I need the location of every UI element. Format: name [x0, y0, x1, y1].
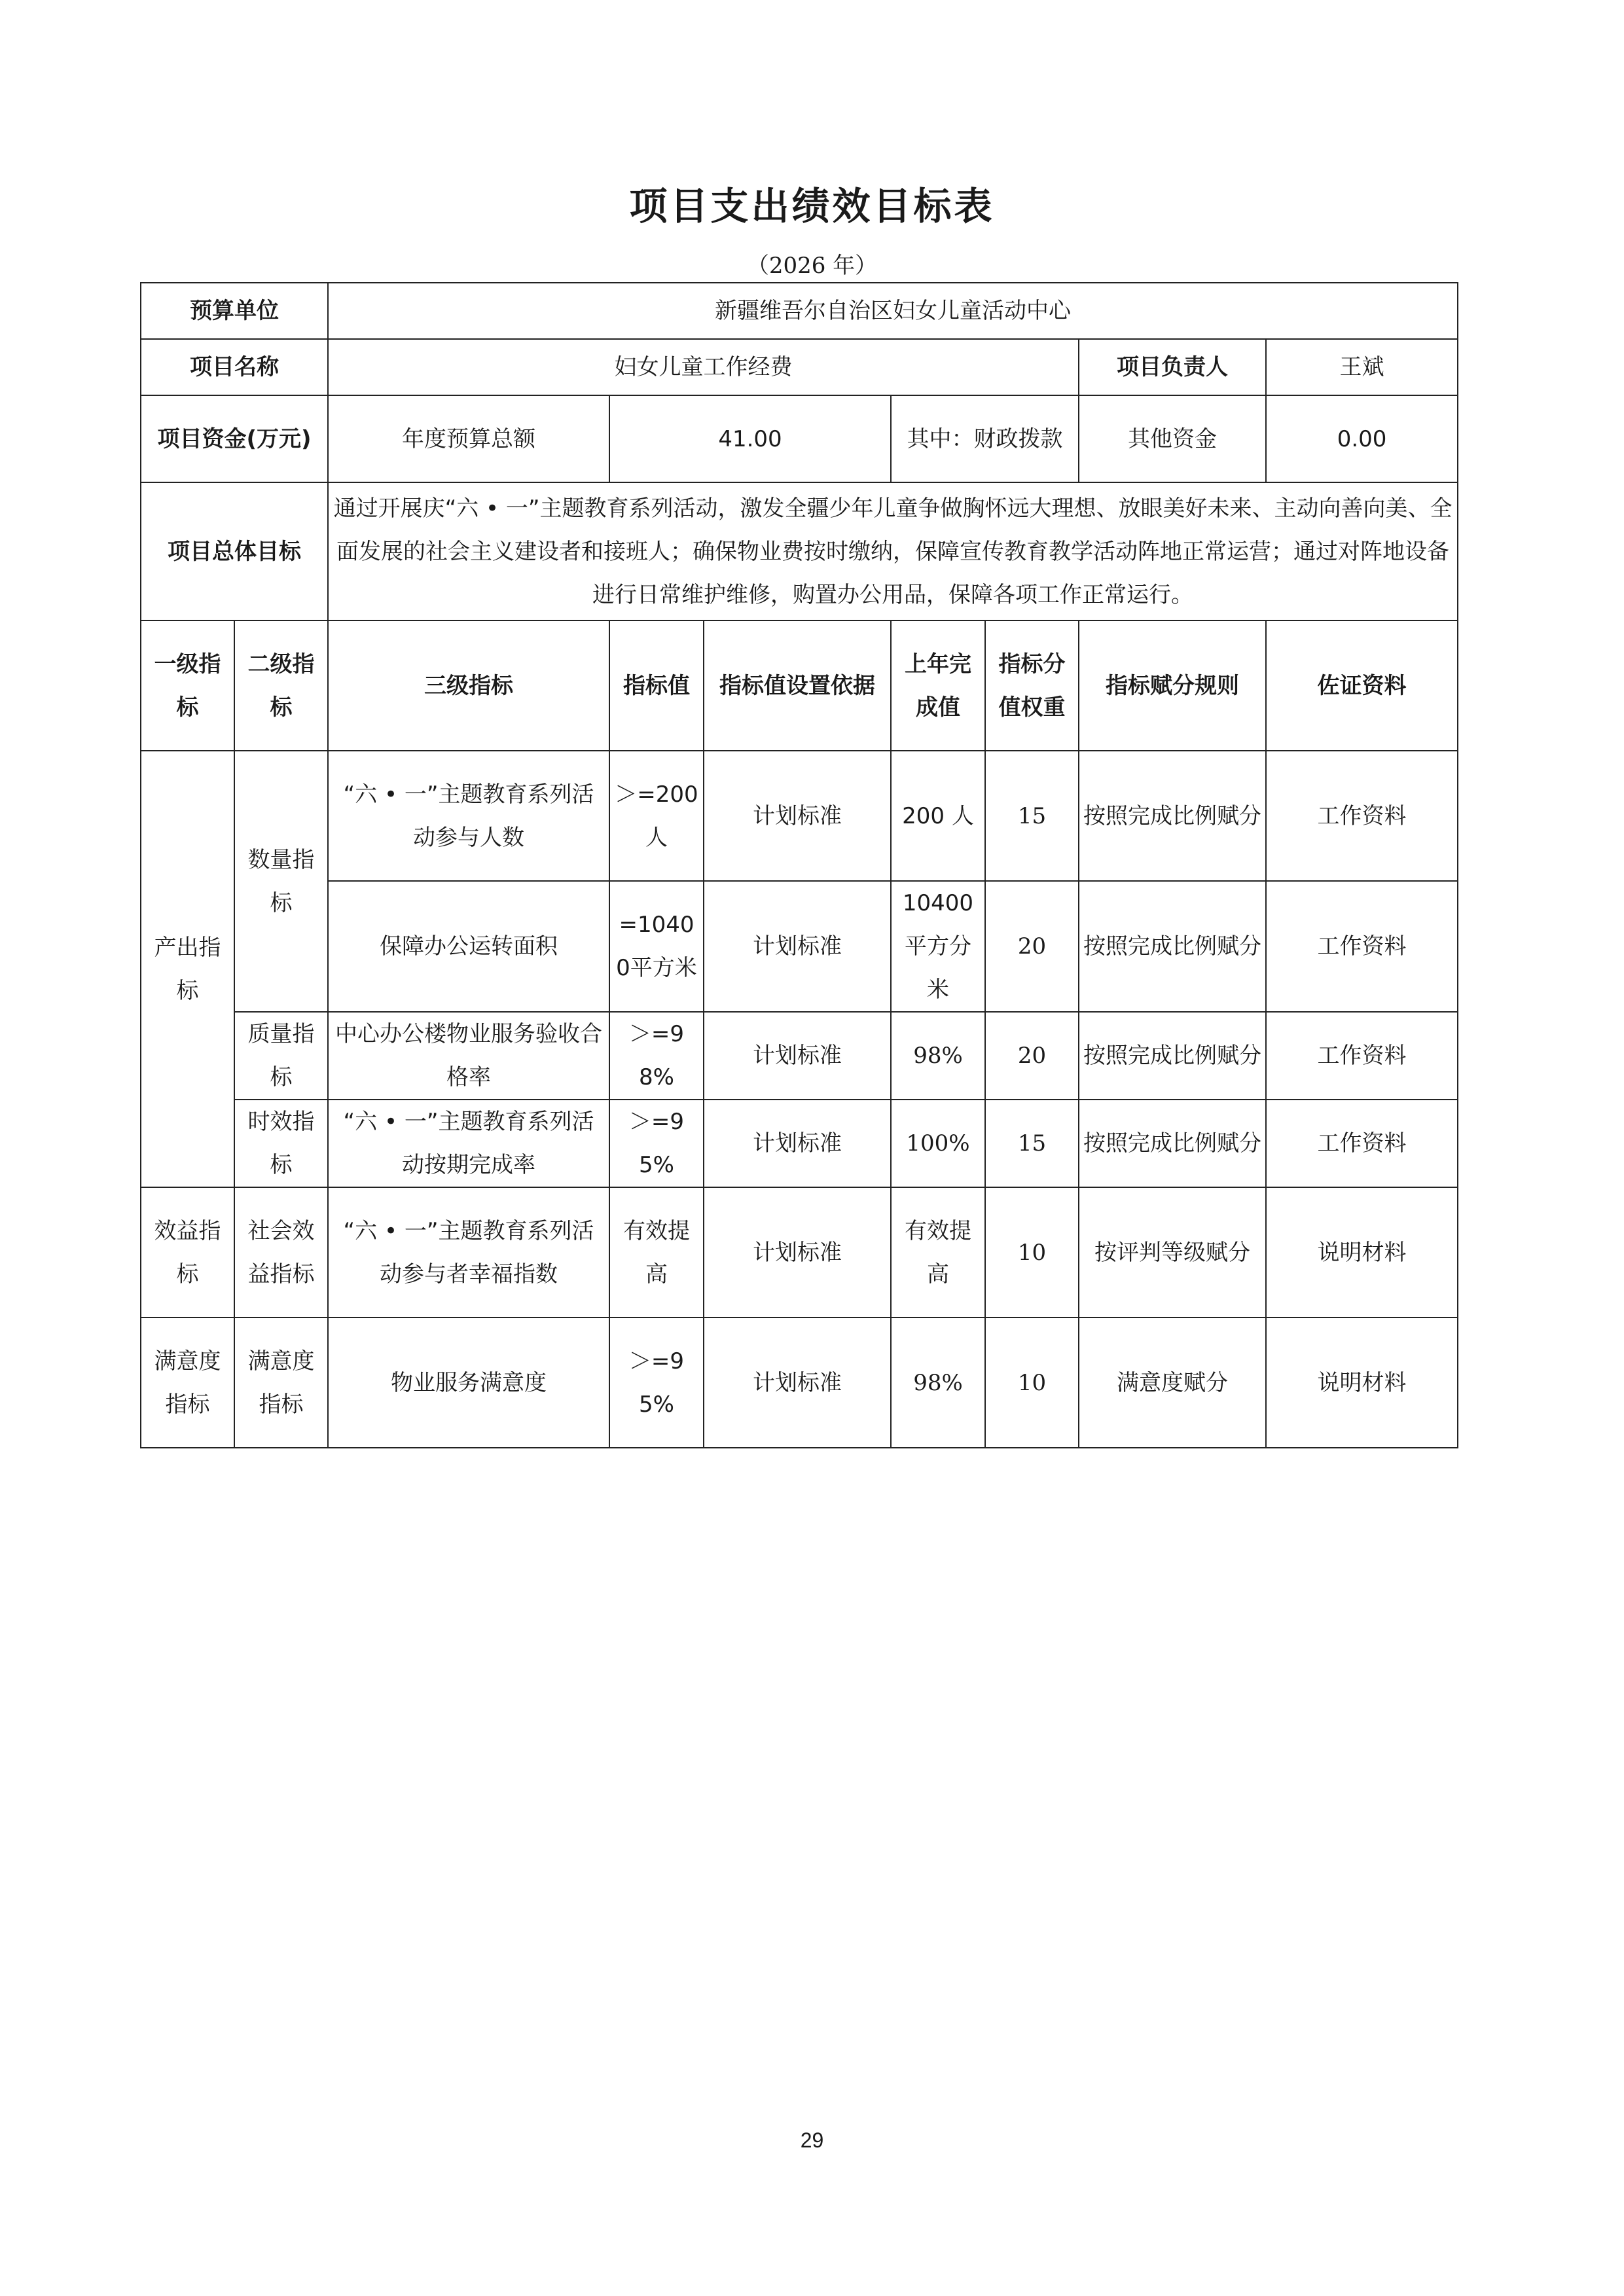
row-last: 98%: [891, 1318, 985, 1448]
group-output: 产出指标: [141, 751, 234, 1187]
performance-target-table: [140, 282, 1458, 1448]
label-annual-total: 年度预算总额: [328, 395, 609, 482]
document-year: （2026 年）: [746, 253, 878, 279]
row-name: 物业服务满意度: [328, 1318, 609, 1448]
group-satisfaction: 满意度指标: [141, 1318, 234, 1448]
label-budget-unit: 预算单位: [141, 283, 328, 339]
row-rule: 按照完成比例赋分: [1079, 881, 1266, 1012]
row-value: ＞=95%: [609, 1100, 704, 1187]
row-last: 98%: [891, 1012, 985, 1100]
row-basis: 计划标准: [704, 881, 891, 1012]
row-weight: 20: [985, 1012, 1079, 1100]
value-project-leader: 王斌: [1266, 339, 1458, 395]
row-basis: 计划标准: [704, 1187, 891, 1318]
value-overall-goal: 通过开展庆“六 • 一”主题教育系列活动，激发全疆少年儿童争做胸怀远大理想、放眼美好未来、主动向善向美、全面发展的社会主义建设者和接班人；确保物业费按时缴纳，保障宣传教育教学活动阵地正常运营；通过对阵地设备进行日常维护维修，购置办公用品，保障各项工作正常运行。: [328, 482, 1458, 620]
header-last-year: 上年完成值: [891, 620, 985, 751]
label-project-name: 项目名称: [141, 339, 328, 395]
label-other-funds: 其他资金: [1079, 395, 1266, 482]
row-weight: 20: [985, 881, 1079, 1012]
row-weight: 15: [985, 1100, 1079, 1187]
row-rule: 满意度赋分: [1079, 1318, 1266, 1448]
row-last: 有效提高: [891, 1187, 985, 1318]
row-evidence: 工作资料: [1266, 751, 1458, 881]
document-title: 项目支出绩效目标表: [629, 184, 995, 228]
row-name: “六 • 一”主题教育系列活动参与者幸福指数: [328, 1187, 609, 1318]
row-basis: 计划标准: [704, 1012, 891, 1100]
label-project-funds: 项目资金(万元): [141, 395, 328, 482]
group-quantity: 数量指标: [234, 751, 328, 1012]
row-last: 10400平方分米: [891, 881, 985, 1012]
row-value: ＞=95%: [609, 1318, 704, 1448]
row-value: ＞=98%: [609, 1012, 704, 1100]
group-satisfaction-2: 满意度指标: [234, 1318, 328, 1448]
row-last: 200 人: [891, 751, 985, 881]
row-weight: 10: [985, 1318, 1079, 1448]
row-name: “六 • 一”主题教育系列活动按期完成率: [328, 1100, 609, 1187]
row-rule: 按照完成比例赋分: [1079, 751, 1266, 881]
row-name: 保障办公运转面积: [328, 881, 609, 1012]
label-fiscal: 其中：财政拨款: [891, 395, 1079, 482]
row-weight: 15: [985, 751, 1079, 881]
row-last: 100%: [891, 1100, 985, 1187]
page-number: 29: [800, 2128, 824, 2152]
value-budget-unit: 新疆维吾尔自治区妇女儿童活动中心: [328, 283, 1458, 339]
header-level1: 一级指标: [141, 620, 234, 751]
row-evidence: 工作资料: [1266, 881, 1458, 1012]
row-basis: 计划标准: [704, 751, 891, 881]
row-value: 有效提高: [609, 1187, 704, 1318]
row-name: “六 • 一”主题教育系列活动参与人数: [328, 751, 609, 881]
label-project-leader: 项目负责人: [1079, 339, 1266, 395]
row-rule: 按照完成比例赋分: [1079, 1100, 1266, 1187]
row-basis: 计划标准: [704, 1318, 891, 1448]
group-timeliness: 时效指标: [234, 1100, 328, 1187]
group-quality: 质量指标: [234, 1012, 328, 1100]
row-rule: 按评判等级赋分: [1079, 1187, 1266, 1318]
header-evidence: 佐证资料: [1266, 620, 1458, 751]
group-social: 社会效益指标: [234, 1187, 328, 1318]
label-overall-goal: 项目总体目标: [141, 482, 328, 620]
row-value: ＞=200人: [609, 751, 704, 881]
row-name: 中心办公楼物业服务验收合格率: [328, 1012, 609, 1100]
row-evidence: 工作资料: [1266, 1100, 1458, 1187]
header-value: 指标值: [609, 620, 704, 751]
header-level2: 二级指标: [234, 620, 328, 751]
header-rule: 指标赋分规则: [1079, 620, 1266, 751]
header-weight: 指标分值权重: [985, 620, 1079, 751]
row-evidence: 工作资料: [1266, 1012, 1458, 1100]
row-rule: 按照完成比例赋分: [1079, 1012, 1266, 1100]
group-benefit: 效益指标: [141, 1187, 234, 1318]
header-level3: 三级指标: [328, 620, 609, 751]
row-evidence: 说明材料: [1266, 1318, 1458, 1448]
value-project-name: 妇女儿童工作经费: [328, 339, 1079, 395]
header-basis: 指标值设置依据: [704, 620, 891, 751]
row-value: =10400平方米: [609, 881, 704, 1012]
row-basis: 计划标准: [704, 1100, 891, 1187]
value-annual-total: 41.00: [609, 395, 891, 482]
value-other-funds: 0.00: [1266, 395, 1458, 482]
row-weight: 10: [985, 1187, 1079, 1318]
row-evidence: 说明材料: [1266, 1187, 1458, 1318]
